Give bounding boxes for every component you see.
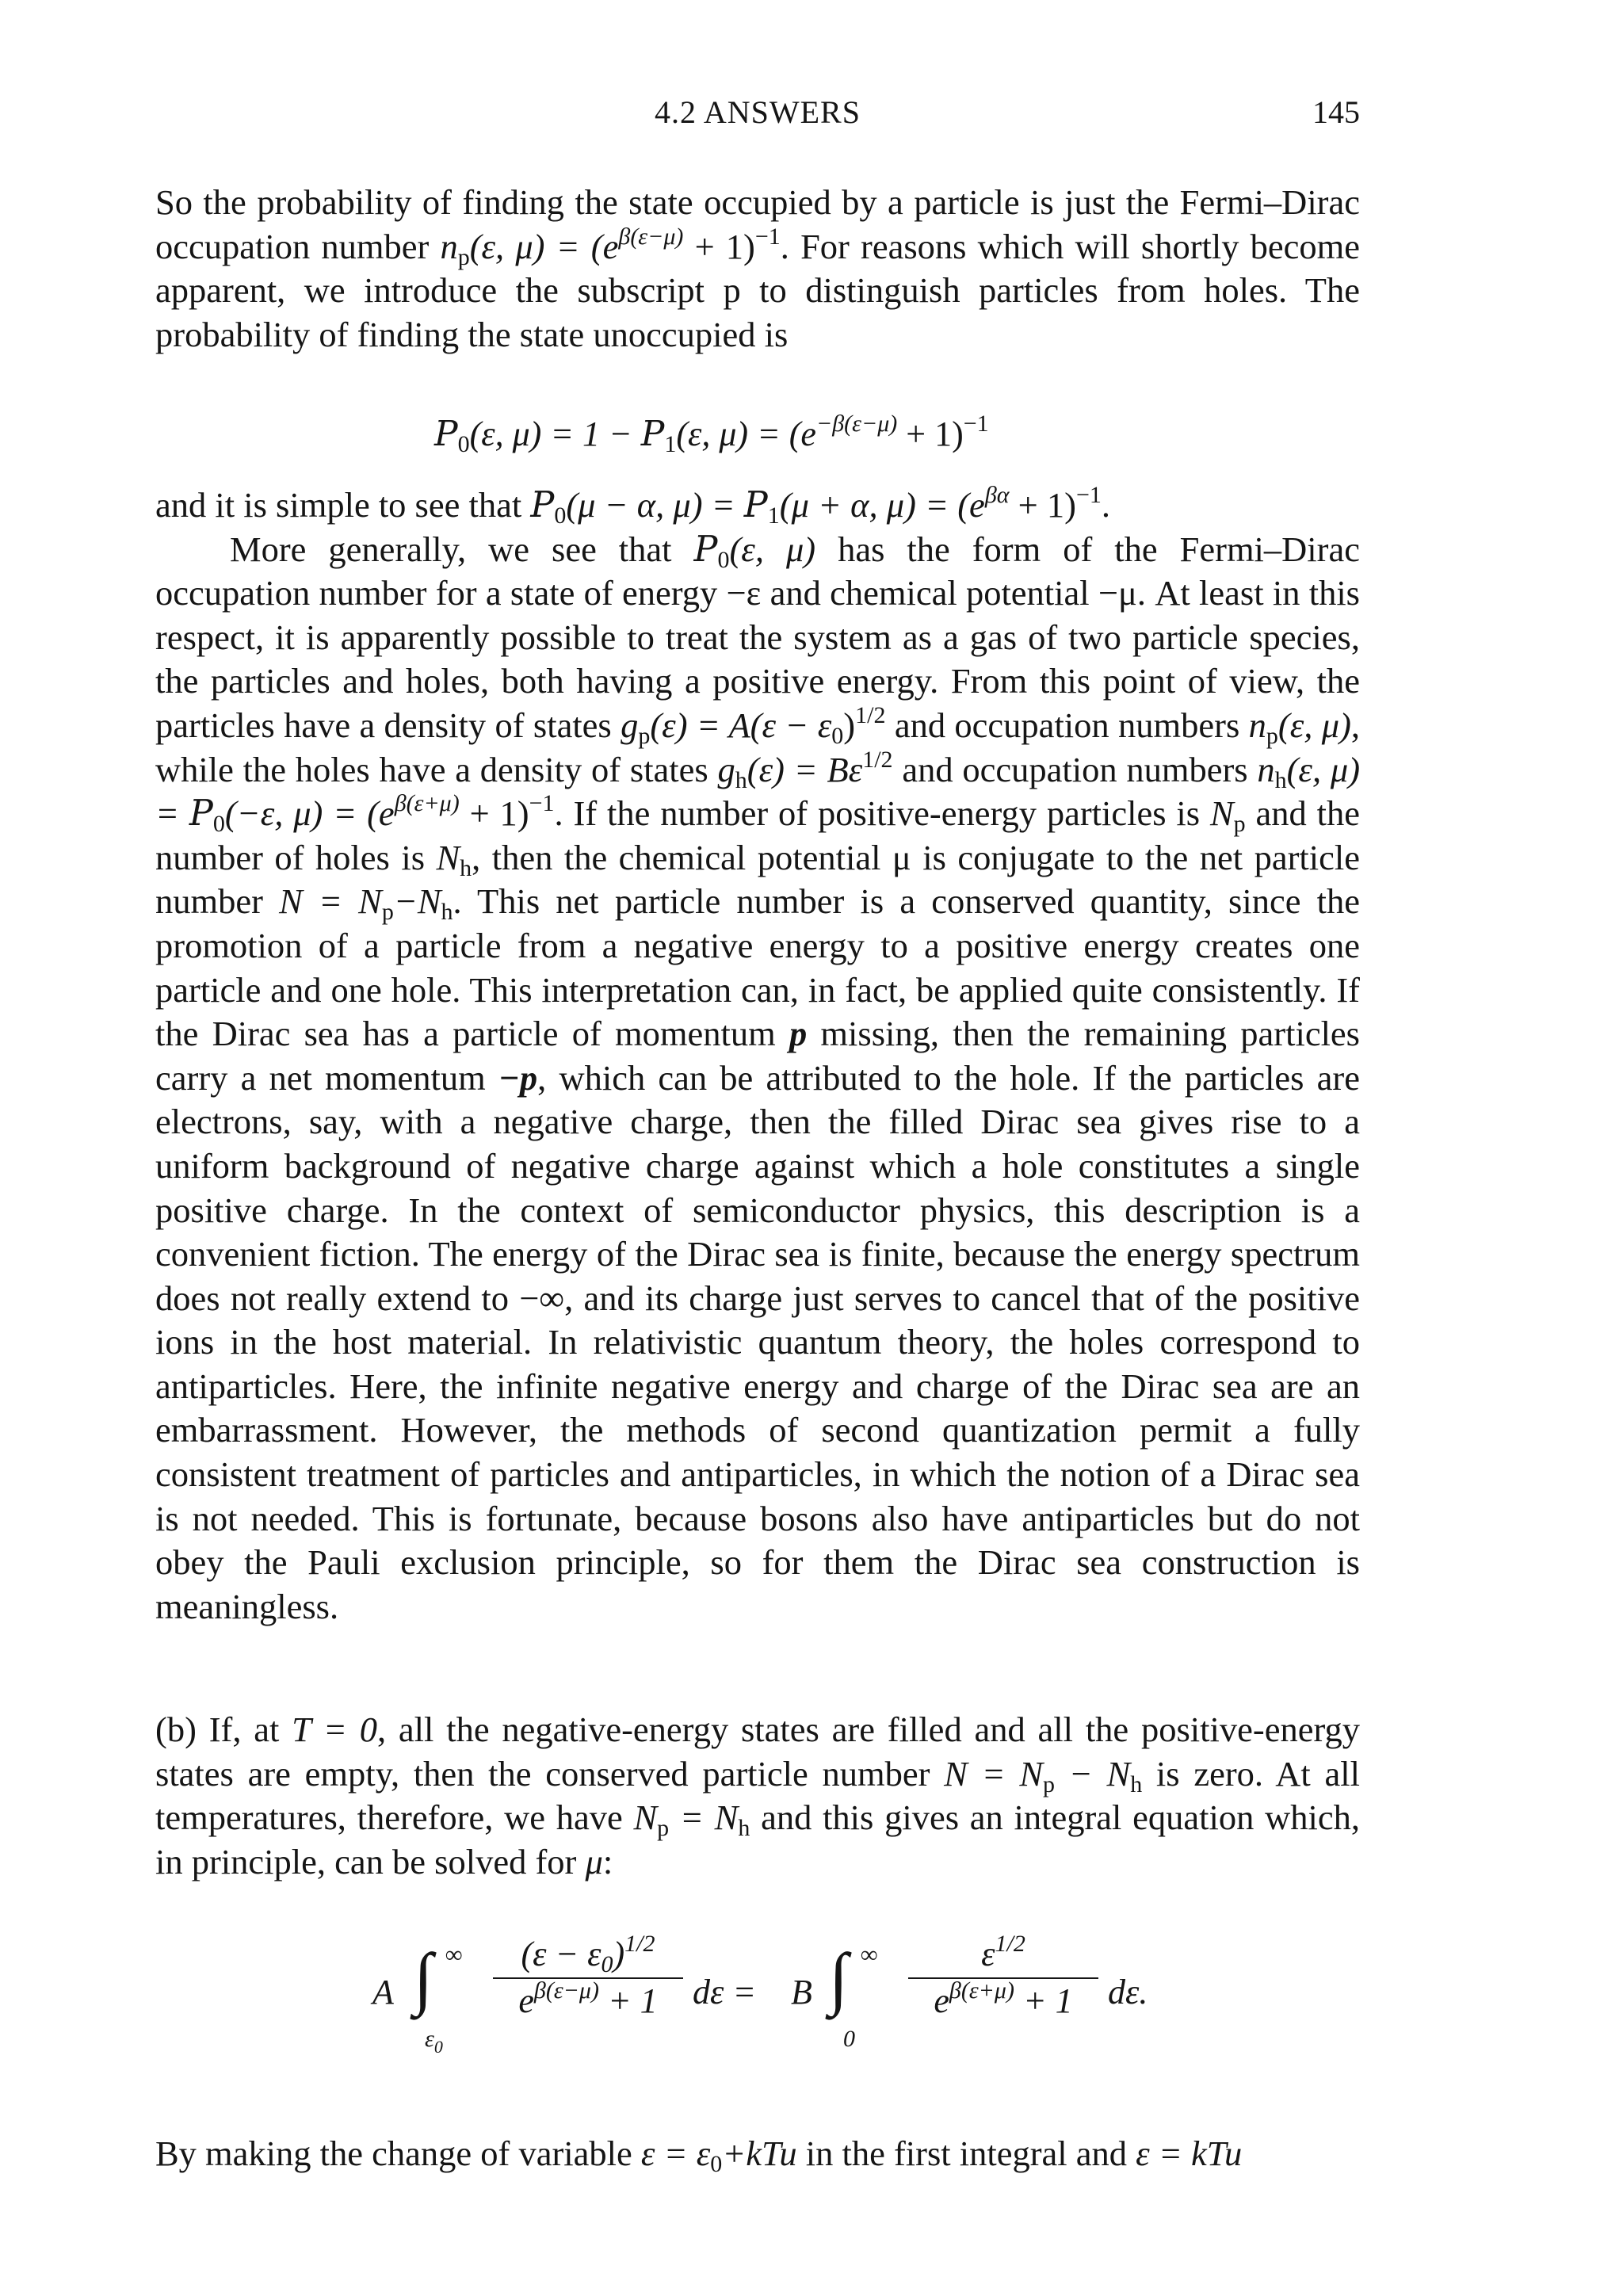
- text-run: and this gives an integral equation which, in principle, can be solved for: [155, 1797, 1360, 1881]
- integral-equation: [372, 1931, 1268, 2057]
- math-vector: −p: [498, 1057, 538, 1098]
- math-symbol: A: [372, 1973, 394, 2011]
- math-symbol: N: [436, 837, 460, 877]
- math-expression: + 1): [897, 415, 964, 453]
- math-subscript: 0: [717, 546, 730, 573]
- math-symbol: N: [633, 1797, 658, 1838]
- math-expression: − N: [1055, 1753, 1131, 1794]
- paragraph-change-variable: [155, 2132, 1360, 2176]
- fraction-denominator: [908, 1977, 1098, 2021]
- math-exponent: −1: [963, 411, 989, 437]
- math-expression: N = N: [944, 1753, 1044, 1794]
- math-subscript: h: [1274, 766, 1287, 793]
- text-run: More generally, we see that: [230, 529, 694, 569]
- math-expression: + 1: [1014, 1981, 1073, 2020]
- math-symbol: P: [693, 529, 718, 570]
- text-run: . For reasons which will shortly become apparent, we introduce the subscript p to distinguish particles from holes. The probability of finding the state unoccupied is: [155, 226, 1361, 354]
- math-expression: (ε) = A(ε − ε: [650, 705, 832, 745]
- text-run: :: [602, 1841, 613, 1881]
- math-subscript: 1: [767, 502, 780, 529]
- integral-lower-limit: 0: [843, 2026, 855, 2052]
- math-expression: ε = kTu: [1136, 2134, 1243, 2173]
- integrand-fraction-2: [908, 1931, 1098, 2021]
- math-subscript: p: [381, 899, 394, 926]
- math-exponent: β(ε−μ): [533, 1977, 599, 2004]
- math-expression: (ε) = Bε: [747, 749, 863, 789]
- paragraph-holes: [155, 483, 1360, 1629]
- math-subscript: p: [1233, 811, 1246, 838]
- math-expression: e: [934, 1981, 949, 2020]
- math-exponent: β(ε+μ): [949, 1977, 1014, 2004]
- math-expression: e: [518, 1981, 534, 2020]
- text-run: and occupation numbers: [892, 749, 1258, 789]
- math-expression: ): [843, 705, 856, 745]
- integral-sign: ∫: [829, 1940, 849, 2017]
- text-run: , all the negative-energy states are filled and all the positive-energy states are empty, then the conserved particle number: [155, 1710, 1360, 1794]
- math-exponent: −1: [529, 790, 555, 817]
- section-title: 4.2 ANSWERS: [655, 94, 861, 130]
- math-expression: +kTu: [722, 2134, 797, 2173]
- fraction-numerator: [908, 1931, 1098, 1974]
- math-subscript: p: [457, 243, 470, 270]
- math-symbol: n: [440, 226, 458, 266]
- math-expression: (μ + α, μ) = (e: [779, 485, 985, 525]
- paragraph-part-b: [155, 1708, 1360, 1884]
- fraction-numerator: [493, 1931, 683, 1977]
- page-number: 145: [1312, 94, 1360, 130]
- text-run: and the number of holes is: [155, 793, 1360, 877]
- math-symbol: P: [743, 485, 768, 525]
- math-expression: dε =: [693, 1973, 757, 2011]
- math-vector: p: [789, 1014, 808, 1054]
- math-expression: (μ − α, μ) =: [566, 485, 744, 525]
- math-expression: + 1): [683, 226, 755, 266]
- math-expression: N = N: [279, 881, 382, 922]
- math-exponent: 1/2: [862, 746, 893, 773]
- integral-upper-limit: ∞: [445, 1942, 463, 1968]
- integral-sign: ∫: [414, 1940, 433, 2017]
- math-exponent: 1/2: [995, 1931, 1025, 1957]
- math-exponent: 1/2: [855, 701, 886, 728]
- paragraph-fermi-dirac: [155, 181, 1360, 357]
- math-subscript: p: [1043, 1771, 1056, 1797]
- math-expression: (ε, μ): [1277, 705, 1351, 745]
- math-expression: (ε, μ): [729, 529, 816, 569]
- math-expression: = N: [669, 1797, 739, 1838]
- math-subscript: 0: [831, 722, 844, 749]
- text-run: and it is simple to see that: [155, 485, 531, 525]
- math-symbol: B: [791, 1973, 812, 2011]
- math-expression: (ε − ε: [521, 1935, 601, 1973]
- equation-p0: [434, 411, 989, 457]
- integral-lower-limit: [425, 2026, 443, 2057]
- math-symbol: n: [1248, 705, 1266, 745]
- math-expression: ): [613, 1935, 625, 1973]
- math-expression: (ε, μ) = 1 −: [469, 415, 641, 453]
- math-subscript: 0: [710, 2151, 723, 2177]
- math-expression: (ε, μ) =: [155, 749, 1361, 834]
- math-exponent: βα: [984, 482, 1010, 508]
- math-symbol: g: [717, 749, 735, 789]
- math-expression: dε.: [1108, 1973, 1148, 2011]
- math-subscript: 0: [433, 2037, 443, 2057]
- math-expression: + 1): [459, 793, 529, 834]
- math-symbol: P: [189, 793, 213, 835]
- math-expression: (ε, μ) = (e: [676, 415, 816, 453]
- text-run: .: [1101, 485, 1110, 525]
- math-expression: T = 0: [292, 1710, 377, 1749]
- fraction-denominator: [493, 1977, 683, 2021]
- math-expression: + 1): [1009, 485, 1076, 525]
- math-expression: ε: [981, 1935, 995, 1973]
- math-symbol: ε: [425, 2026, 434, 2052]
- math-symbol: P: [434, 414, 458, 454]
- math-symbol: P: [530, 485, 555, 525]
- running-header: [155, 94, 1360, 133]
- math-exponent: −1: [754, 223, 781, 250]
- math-subscript: 0: [554, 502, 567, 529]
- text-run: , which can be attributed to the hole. If the particles are electrons, say, with a negative charge, then the filled Dirac sea gives rise to a uniform background of negative charge against which a hole constitutes a single positive charge. In the context of semiconductor physics, this description is a convenient fiction. The energy of the Dirac sea is finite, because the energy spectrum does not really extend to −∞, and its charge just serves to cancel that of the positive ions in the host material. In relativistic quantum theory, the holes correspond to antiparticles. Here, the infinite negative energy and charge of the Dirac sea are an embarrassment. However, the methods of second quantization permit a fully consistent treatment of particles and antiparticles, in which the notion of a Dirac sea is not needed. This is fortunate, because bosons also have antiparticles but do not obey the Pauli exclusion principle, so for them the Dirac sea construction is meaningless.: [155, 1057, 1360, 1626]
- math-expression: + 1: [598, 1981, 658, 2020]
- text-run: , then the chemical potential μ is conjugate to the net particle number: [155, 837, 1360, 922]
- text-run: is zero. At all temperatures, therefore, we have: [155, 1753, 1360, 1838]
- integrand-fraction-1: [493, 1931, 683, 2021]
- math-symbol: P: [640, 414, 665, 454]
- text-run: has the form of the Fermi–Dirac occupation number for a state of energy −ε and chemical potential −μ. At least in this respect, it is apparently possible to treat the system as a gas of two particle species, the particles and holes, both having a positive energy. From this point of view, the particles have a density of states: [155, 529, 1360, 745]
- text-run: , while the holes have a density of states: [155, 705, 1361, 789]
- math-expression: ε = ε: [640, 2134, 711, 2173]
- math-subscript: h: [441, 899, 453, 926]
- math-exponent: β(ε+μ): [394, 790, 460, 817]
- math-symbol: g: [621, 705, 639, 745]
- math-expression: (−ε, μ) = (e: [224, 793, 395, 834]
- math-exponent: −β(ε−μ): [815, 411, 898, 437]
- math-subscript: 0: [601, 1951, 613, 1977]
- math-subscript: h: [738, 1815, 750, 1842]
- math-subscript: 0: [212, 811, 225, 838]
- math-subscript: h: [735, 766, 747, 793]
- math-subscript: 1: [664, 431, 677, 457]
- math-symbol: n: [1257, 749, 1275, 789]
- math-expression: (ε, μ) = (e: [469, 226, 619, 266]
- math-subscript: h: [1130, 1771, 1143, 1797]
- math-exponent: 1/2: [624, 1931, 655, 1957]
- math-exponent: β(ε−μ): [618, 223, 684, 250]
- text-run: and occupation numbers: [885, 705, 1249, 745]
- text-run: (b) If, at: [155, 1710, 292, 1749]
- math-subscript: h: [460, 854, 472, 881]
- math-subscript: p: [638, 722, 651, 749]
- text-run: missing, then the remaining particles carry a net momentum: [155, 1014, 1360, 1098]
- text-run: . This net particle number is a conserved quantity, since the promotion of a particle from a negative energy to a positive energy creates one particle and one hole. This interpretation can, in fact, be applied quite consistently. If the Dirac sea has a particle of momentum: [155, 881, 1361, 1054]
- math-symbol: μ: [585, 1841, 603, 1881]
- math-exponent: −1: [1075, 482, 1102, 508]
- math-symbol: N: [1209, 793, 1234, 834]
- math-subscript: p: [1266, 722, 1278, 749]
- text-run: So the probability of finding the state occupied by a particle is just the Fermi–Dirac occupation number: [155, 182, 1360, 266]
- integral-upper-limit: ∞: [861, 1942, 878, 1968]
- text-run: By making the change of variable: [155, 2134, 641, 2173]
- text-run: . If the number of positive-energy particles is: [554, 793, 1210, 834]
- math-subscript: p: [657, 1815, 670, 1842]
- math-subscript: 0: [457, 431, 470, 457]
- math-expression: −N: [393, 881, 441, 922]
- text-run: in the first integral and: [796, 2134, 1136, 2173]
